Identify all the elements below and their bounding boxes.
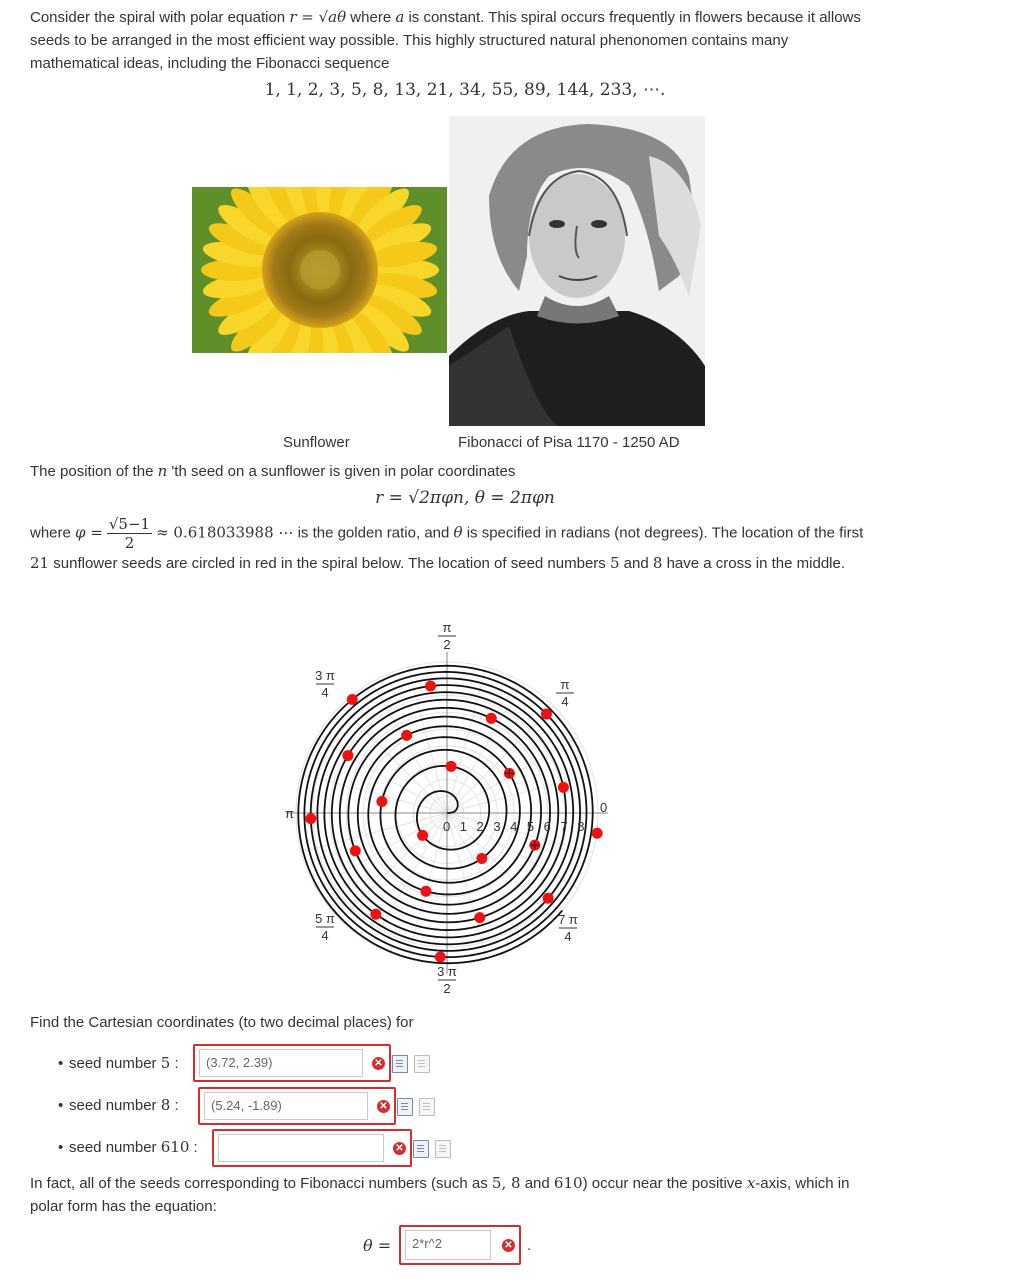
radial-tick-label: 2	[476, 819, 484, 834]
seed-610-input[interactable]	[218, 1134, 384, 1162]
hint-icon[interactable]	[419, 1098, 435, 1116]
position-paragraph: The position of the n 'th seed on a sunflower is given in polar coordinates	[30, 462, 516, 480]
fibonacci-sequence: 1, 1, 2, 3, 5, 8, 13, 21, 34, 55, 89, 144, 233, ⋯.	[264, 80, 666, 100]
preview-icon[interactable]	[392, 1055, 408, 1073]
seed-point	[425, 681, 436, 692]
intro-paragraph: Consider the spiral with polar equation r = √aθ where a is constant. This spiral occurs frequently in flowers because it allows seeds to be arranged in the most efficient way possible. This highly structured natural phenonomen contains many mathematical ideas, including the Fibonacci sequence	[30, 8, 861, 72]
angle-label-3pi-4: 4	[321, 685, 329, 700]
angle-label-7pi-4: 4	[564, 929, 572, 944]
period: .	[527, 1237, 532, 1254]
seed-point	[305, 813, 316, 824]
seed-point	[486, 713, 497, 724]
angle-label-3pi-2: 2	[443, 981, 451, 996]
seed-point	[592, 828, 603, 839]
seed-point	[342, 750, 353, 761]
fibonacci-portrait-image	[449, 116, 705, 426]
find-instructions: Find the Cartesian coordinates (to two decimal places) for	[30, 1014, 414, 1031]
angle-label-pi-4: π	[560, 677, 570, 692]
seed-point	[417, 830, 428, 841]
final-paragraph: In fact, all of the seeds corresponding to Fibonacci numbers (such as 5, 8 and 610) occur near the positive x-axis, which in polar form has the equation:	[30, 1174, 850, 1215]
seed-point	[350, 845, 361, 856]
theta-answer-field[interactable]	[399, 1225, 521, 1265]
seed-5-input[interactable]: (3.72, 2.39)	[199, 1049, 363, 1077]
seed-point	[446, 761, 457, 772]
seed-8-answer-field[interactable]	[198, 1087, 396, 1125]
radial-tick-label: 0	[443, 819, 451, 834]
radial-tick-label: 1	[459, 819, 468, 834]
incorrect-icon: ✕	[372, 1057, 385, 1070]
grid-ray	[301, 774, 447, 813]
polar-spiral-plot	[270, 610, 630, 1000]
angle-label-pi-2: π	[442, 620, 452, 635]
seed-5-answer-field[interactable]	[193, 1044, 391, 1082]
incorrect-icon: ✕	[393, 1142, 406, 1155]
sunflower-image	[192, 187, 447, 353]
radial-tick-label: 7	[560, 819, 568, 834]
polar-coordinates-equation: r = √2πφn, θ = 2πφn	[375, 488, 555, 508]
angle-label-0: 0	[600, 800, 608, 815]
angle-label-7pi-4: 7 π	[558, 912, 578, 927]
seed-point	[558, 782, 569, 793]
seed-point	[347, 694, 358, 705]
seed-point	[401, 730, 412, 741]
radial-tick-label: 5	[526, 819, 535, 834]
radial-tick-label: 8	[577, 819, 585, 834]
hint-icon[interactable]	[435, 1140, 451, 1158]
angle-label-pi: π	[285, 806, 294, 821]
seed-point	[435, 951, 446, 962]
polar-plot-svg	[270, 610, 630, 1000]
incorrect-icon: ✕	[502, 1239, 515, 1252]
angle-label-5pi-4: 5 π	[315, 911, 335, 926]
seed-point	[376, 796, 387, 807]
angle-label-3pi-4: 3 π	[315, 668, 335, 683]
angle-label-pi-2: 2	[443, 637, 451, 652]
preview-icon[interactable]	[397, 1098, 413, 1116]
sunflower-caption: Sunflower	[283, 434, 350, 451]
hint-icon[interactable]	[414, 1055, 430, 1073]
seed-8-input[interactable]: (5.24, -1.89)	[204, 1092, 368, 1120]
spiral-equation: r = √aθ	[289, 8, 347, 26]
list-item: • seed number 610 :	[58, 1138, 198, 1156]
seed-point	[474, 912, 485, 923]
incorrect-icon: ✕	[377, 1100, 390, 1113]
radial-tick-label: 3	[493, 819, 501, 834]
angle-label-5pi-4: 4	[321, 928, 329, 943]
golden-ratio-paragraph: where φ = $\frac{√5-1}{2}$ ≈ 0.618033988 ⋯ is the golden ratio, and θ is specified in radians (not degrees). The location of the first 21 sunflower seeds are circled in red in the spiral below. The location of seed numbers 5 and 8 have a cross in the middle.	[30, 515, 864, 572]
fibonacci-caption: Fibonacci of Pisa 1170 - 1250 AD	[458, 434, 680, 451]
seed-point	[543, 893, 554, 904]
radial-tick-label: 6	[543, 819, 551, 834]
theta-label: θ =	[363, 1236, 392, 1255]
seed-point	[541, 709, 552, 720]
preview-icon[interactable]	[413, 1140, 429, 1158]
seed-610-answer-field[interactable]	[212, 1129, 412, 1167]
list-item: • seed number 5 :	[58, 1054, 179, 1072]
theta-input[interactable]: 2*r^2	[405, 1230, 491, 1260]
seed-point	[476, 853, 487, 864]
angle-label-3pi-2: 3 π	[437, 964, 457, 979]
seed-point	[420, 886, 431, 897]
seed-point	[370, 909, 381, 920]
radial-tick-label: 4	[510, 819, 518, 834]
golden-ratio-fraction: $\frac{√5-1}{2}$	[108, 515, 151, 552]
list-item: • seed number 8 :	[58, 1096, 179, 1114]
angle-label-pi-4: 4	[561, 694, 569, 709]
